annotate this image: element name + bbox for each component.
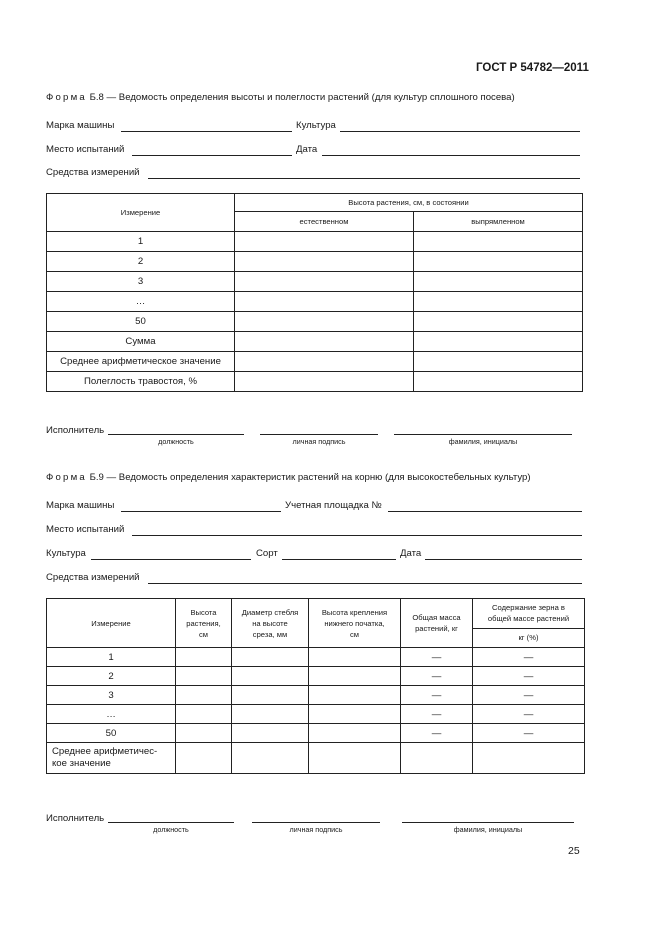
- date-label: Дата: [296, 144, 318, 155]
- col-height-l2: растения,: [186, 618, 221, 628]
- table-cell[interactable]: [309, 648, 401, 667]
- col-diam-l1: Диаметр стебля: [241, 607, 299, 617]
- form-label: Форма: [46, 92, 87, 103]
- form-b8-title-text: Б.8 — Ведомость определения высоты и полеглости растений (для культур сплошного посева): [89, 92, 515, 103]
- signature-field[interactable]: [252, 822, 380, 823]
- dash-cell: —: [401, 686, 473, 705]
- table-cell[interactable]: [401, 743, 473, 774]
- row-label: 50: [47, 724, 176, 743]
- col-grain-l1: Содержание зерна в: [492, 603, 565, 613]
- table-cell[interactable]: [176, 705, 232, 724]
- executor-label: Исполнитель: [46, 813, 105, 824]
- table-cell[interactable]: [232, 686, 309, 705]
- form-label: Форма: [46, 472, 87, 483]
- row-label: 1: [47, 232, 235, 252]
- dash-cell: —: [473, 648, 585, 667]
- position-caption: должность: [158, 437, 194, 446]
- place-label: Место испытаний: [46, 144, 125, 155]
- table-cell[interactable]: [309, 686, 401, 705]
- table-cell[interactable]: [309, 667, 401, 686]
- plant-characteristics-table: [46, 598, 585, 774]
- col-attach-l2: нижнего початка,: [324, 618, 385, 628]
- form-b9-title-text: Б.9 — Ведомость определения характеристик растений на корню (для высокостебельных культур): [89, 472, 531, 483]
- col-measurement: Измерение: [47, 194, 235, 232]
- col-mass-l2: растений, кг: [415, 624, 458, 633]
- table-cell[interactable]: [235, 312, 414, 332]
- table-cell[interactable]: [232, 724, 309, 743]
- table-cell[interactable]: [414, 312, 583, 332]
- date-field[interactable]: [425, 559, 582, 560]
- table-cell[interactable]: [235, 252, 414, 272]
- machine-field[interactable]: [121, 511, 281, 512]
- position-caption: должность: [153, 825, 189, 834]
- machine-label: Марка машины: [46, 120, 115, 131]
- table-cell[interactable]: [309, 743, 401, 774]
- name-caption: фамилия, инициалы: [448, 437, 518, 446]
- row-label: 50: [47, 312, 235, 332]
- col-height: [176, 599, 232, 648]
- machine-label: Марка машины: [46, 500, 115, 511]
- avg-l1: Среднее арифметичес-: [52, 746, 158, 757]
- row-label: Полеглость травостоя, %: [47, 372, 235, 392]
- tools-label: Средства измерений: [46, 572, 140, 583]
- table-cell[interactable]: [235, 232, 414, 252]
- table-cell[interactable]: [232, 667, 309, 686]
- dash-cell: —: [401, 648, 473, 667]
- table-cell[interactable]: [235, 292, 414, 312]
- table-cell[interactable]: [414, 372, 583, 392]
- col-attach-l1: Высота крепления: [321, 607, 388, 617]
- place-field[interactable]: [132, 535, 582, 536]
- row-label: …: [47, 705, 176, 724]
- table-cell[interactable]: [232, 705, 309, 724]
- crop-label: Культура: [296, 120, 336, 131]
- table-cell[interactable]: [176, 724, 232, 743]
- position-field[interactable]: [108, 434, 244, 435]
- table-cell[interactable]: [309, 705, 401, 724]
- col-natural: естественном: [235, 212, 414, 232]
- col-attachment: [309, 599, 401, 648]
- name-caption: фамилия, инициалы: [453, 825, 523, 834]
- tools-field[interactable]: [148, 178, 580, 179]
- table-cell[interactable]: [414, 352, 583, 372]
- col-grain-unit: кг (%): [473, 628, 585, 647]
- place-label: Место испытаний: [46, 524, 125, 535]
- table-cell[interactable]: [414, 332, 583, 352]
- signature-caption: личная подпись: [292, 437, 346, 446]
- col-diameter: [232, 599, 309, 648]
- page-number: 25: [568, 845, 580, 857]
- col-height: Высота растения, см, в состоянии: [235, 194, 583, 212]
- tools-field[interactable]: [148, 583, 582, 584]
- avg-l2: кое значение: [52, 758, 111, 769]
- signature-caption: личная подпись: [289, 825, 343, 834]
- variety-label: Сорт: [256, 548, 278, 559]
- crop-label: Культура: [46, 548, 86, 559]
- table-cell[interactable]: [176, 667, 232, 686]
- position-field[interactable]: [108, 822, 234, 823]
- col-height-l3: см: [198, 629, 209, 639]
- row-label: 2: [47, 667, 176, 686]
- tools-label: Средства измерений: [46, 167, 140, 178]
- table-cell[interactable]: [235, 372, 414, 392]
- col-diam-l2: на высоте: [252, 618, 288, 628]
- table-cell[interactable]: [235, 352, 414, 372]
- dash-cell: —: [401, 667, 473, 686]
- table-cell[interactable]: [235, 332, 414, 352]
- table-cell[interactable]: [232, 648, 309, 667]
- table-cell[interactable]: [414, 232, 583, 252]
- col-total-mass: [401, 599, 473, 648]
- dash-cell: —: [473, 705, 585, 724]
- col-height-l1: Высота: [190, 607, 217, 617]
- row-label: 2: [47, 252, 235, 272]
- height-table: [46, 193, 583, 392]
- name-field[interactable]: [402, 822, 574, 823]
- signature-field[interactable]: [260, 434, 378, 435]
- row-label: 3: [47, 686, 176, 705]
- table-cell[interactable]: [176, 686, 232, 705]
- dash-cell: —: [473, 686, 585, 705]
- table-cell[interactable]: [414, 292, 583, 312]
- form-b9-title: [46, 472, 531, 483]
- table-cell[interactable]: [176, 648, 232, 667]
- name-field[interactable]: [394, 434, 572, 435]
- col-straightened: выпрямленном: [414, 212, 583, 232]
- date-label: Дата: [400, 548, 422, 559]
- table-cell[interactable]: [414, 272, 583, 292]
- col-measurement: Измерение: [47, 599, 176, 648]
- plot-field[interactable]: [388, 511, 582, 512]
- dash-cell: —: [401, 724, 473, 743]
- variety-field[interactable]: [282, 559, 396, 560]
- dash-cell: —: [473, 667, 585, 686]
- document-code: ГОСТ Р 54782—2011: [476, 62, 589, 74]
- executor-label: Исполнитель: [46, 425, 105, 436]
- col-grain-content: [473, 599, 585, 629]
- date-field[interactable]: [322, 155, 580, 156]
- col-mass-l1: Общая масса: [412, 613, 461, 622]
- row-label: 1: [47, 648, 176, 667]
- table-cell[interactable]: [232, 743, 309, 774]
- table-cell[interactable]: [309, 724, 401, 743]
- col-grain-l2: общей массе растений: [487, 614, 570, 624]
- table-cell[interactable]: [235, 272, 414, 292]
- table-cell[interactable]: [176, 743, 232, 774]
- crop-field[interactable]: [91, 559, 251, 560]
- plot-label: Учетная площадка №: [285, 500, 382, 511]
- form-b8-title: [46, 92, 515, 103]
- place-field[interactable]: [132, 155, 292, 156]
- row-label: Сумма: [47, 332, 235, 352]
- dash-cell: —: [401, 705, 473, 724]
- row-label: 3: [47, 272, 235, 292]
- table-cell[interactable]: [414, 252, 583, 272]
- average-row-label: [47, 743, 176, 774]
- col-attach-l3: см: [349, 629, 360, 639]
- table-cell[interactable]: [473, 743, 585, 774]
- machine-field[interactable]: [121, 131, 292, 132]
- row-label: …: [47, 292, 235, 312]
- row-label: Среднее арифметическое значение: [47, 352, 235, 372]
- dash-cell: —: [473, 724, 585, 743]
- col-diam-l3: среза, мм: [252, 629, 288, 639]
- crop-field[interactable]: [340, 131, 580, 132]
